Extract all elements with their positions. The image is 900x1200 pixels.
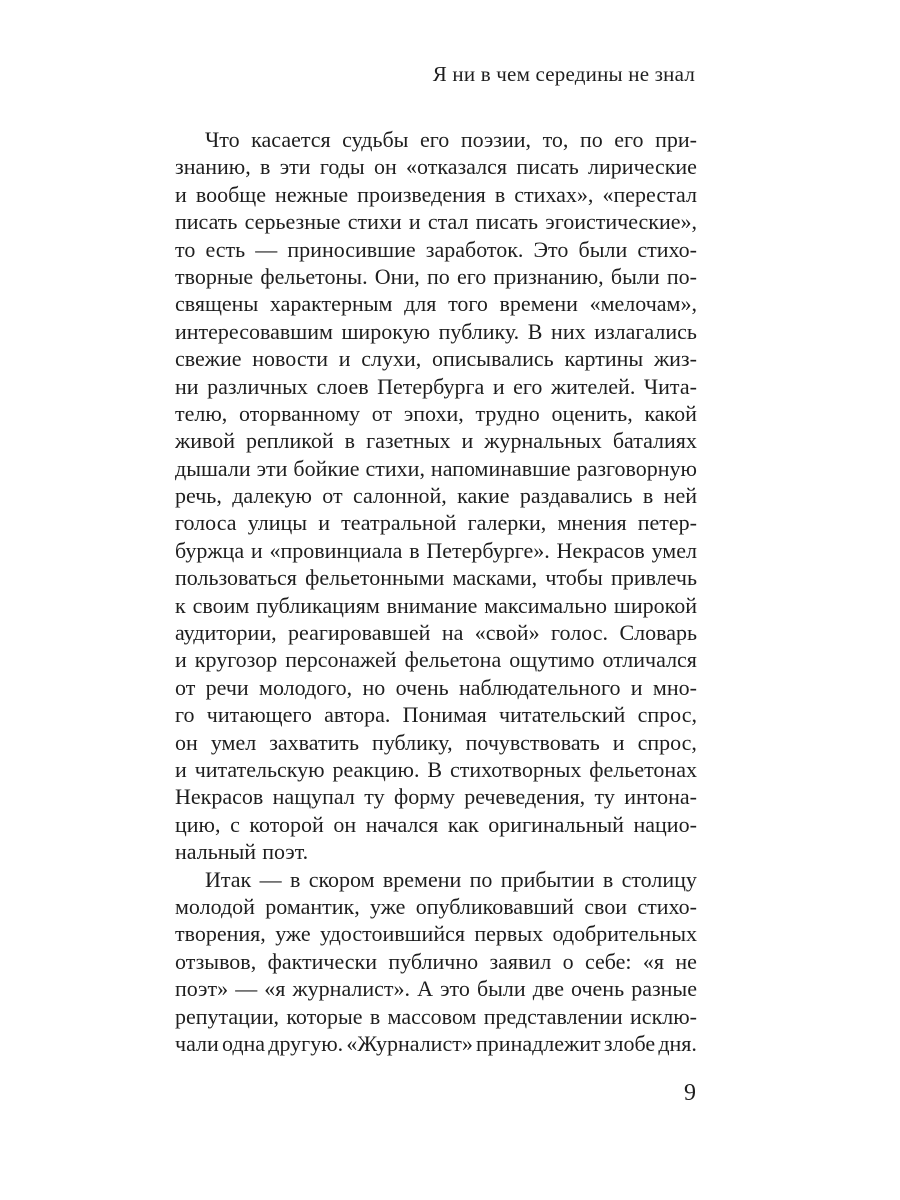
word: публикациям	[256, 592, 380, 618]
word: новости	[252, 346, 328, 372]
word: фактически	[267, 948, 377, 974]
text-line	[175, 646, 697, 673]
text-line	[175, 564, 697, 591]
word: отличался	[602, 647, 697, 673]
word: них	[551, 318, 586, 344]
word: молодого,	[259, 674, 353, 700]
word: к	[175, 592, 186, 618]
word: оценить,	[551, 400, 633, 426]
word: знанию,	[175, 154, 251, 180]
word: злобе	[603, 1030, 656, 1056]
word: Понимая	[402, 702, 487, 728]
word: различных	[207, 373, 308, 399]
word: эгоистические»,	[545, 209, 697, 235]
word: не	[675, 948, 697, 974]
word: галерки,	[467, 510, 547, 536]
word: Это	[533, 236, 569, 262]
word: с	[230, 811, 240, 837]
word: стихотворных	[449, 756, 582, 782]
word: «я	[264, 976, 286, 1002]
word: поэзии,	[460, 127, 532, 152]
word: оригинальный	[488, 811, 624, 837]
word: автора.	[324, 702, 391, 728]
word: стихах»,	[514, 181, 594, 207]
word: по	[579, 127, 603, 152]
word: масками,	[452, 565, 538, 591]
word: на	[441, 620, 464, 646]
word: —	[255, 236, 278, 262]
word: Петербурге».	[426, 537, 550, 563]
word: в	[409, 537, 420, 563]
word: как	[447, 811, 479, 837]
word: Некрасов	[175, 784, 264, 810]
word: творные	[175, 263, 254, 289]
word: какой	[644, 400, 697, 426]
word: дня.	[658, 1030, 697, 1056]
word: были	[476, 976, 526, 1002]
word: Чита-	[643, 373, 697, 399]
text-line	[175, 811, 697, 838]
word: признанию,	[493, 263, 604, 289]
word: характерным	[269, 291, 393, 317]
word: он	[373, 154, 397, 180]
word: широкую	[341, 318, 431, 344]
word: фельетонными	[305, 565, 445, 591]
text-line	[175, 729, 697, 756]
word: заявил	[489, 948, 552, 974]
word: очень	[395, 674, 449, 700]
word: столицу	[621, 866, 697, 892]
word: то	[175, 236, 196, 262]
word: мно-	[652, 674, 697, 700]
body-text	[175, 126, 697, 1057]
word: поэт»	[175, 976, 229, 1002]
word: и	[492, 373, 505, 399]
text-line	[175, 263, 697, 290]
text-line	[175, 592, 697, 619]
word: и	[461, 428, 474, 454]
word: «Журналист»	[346, 1030, 473, 1056]
word: годы	[319, 154, 365, 180]
word: максимально	[484, 592, 608, 618]
word: это	[440, 976, 470, 1002]
word: какие	[457, 483, 510, 509]
word: баталиях	[612, 428, 697, 454]
word: репутации,	[175, 1003, 280, 1029]
word: репликой	[246, 428, 334, 454]
word: его	[513, 373, 543, 399]
word: речь,	[175, 483, 222, 509]
word: разные	[631, 976, 697, 1002]
word: улицы	[247, 510, 308, 536]
word: «провинциала	[269, 537, 403, 563]
word: —	[259, 866, 282, 892]
word: оторванному	[239, 400, 360, 426]
text-line	[175, 345, 697, 372]
word: «отказался	[406, 154, 508, 180]
word: А	[417, 976, 433, 1002]
word: стал	[427, 209, 469, 235]
word: раздавались	[519, 483, 633, 509]
word: в	[344, 428, 356, 454]
word: «мелочам»,	[589, 291, 697, 317]
word: уже	[275, 921, 311, 947]
word: отзывов,	[175, 948, 257, 974]
word: го	[175, 702, 195, 728]
word: то,	[542, 127, 569, 152]
word: опубликовавший	[415, 893, 574, 919]
word: для	[404, 291, 437, 317]
word: буржца	[175, 537, 245, 563]
word: представлении	[483, 1003, 623, 1029]
word: реакцию.	[332, 756, 420, 782]
word: которой	[249, 811, 324, 837]
text-line	[175, 893, 697, 920]
text-line	[175, 482, 697, 509]
word: священы	[175, 291, 259, 317]
word: аудитории,	[175, 620, 277, 646]
word: ней	[663, 483, 697, 509]
word: голоса	[175, 510, 237, 536]
text-line	[175, 318, 697, 345]
word: одобрительных	[552, 921, 697, 947]
text-line	[175, 619, 697, 646]
word: слоев	[316, 373, 369, 399]
word: эпохи,	[403, 400, 464, 426]
word: от	[175, 674, 196, 700]
word: времени	[499, 291, 578, 317]
word: —	[235, 976, 258, 1002]
word: прибытии	[500, 866, 595, 892]
word: стихи,	[365, 455, 425, 481]
word: очень	[571, 976, 625, 1002]
word: вообще	[195, 181, 266, 207]
word: почувствовать	[465, 729, 600, 755]
text-line	[175, 208, 697, 235]
word: захватить	[269, 729, 360, 755]
word: своим	[192, 592, 250, 618]
word: дышали	[175, 455, 251, 481]
word: бойкие	[293, 455, 360, 481]
word: фельетона	[404, 647, 502, 673]
word: наблюдательного	[458, 674, 621, 700]
word: и	[175, 181, 187, 207]
word: речи	[205, 674, 249, 700]
word: скором	[308, 866, 375, 892]
word: картины	[564, 346, 644, 372]
word: которые	[286, 1003, 363, 1029]
word: по	[426, 263, 450, 289]
word: нацио-	[633, 811, 697, 837]
word: публику,	[372, 729, 453, 755]
word: серьезные	[244, 209, 341, 235]
text-line	[175, 1030, 697, 1057]
text-line	[175, 674, 697, 701]
word: голос.	[551, 620, 608, 646]
word: его	[456, 263, 487, 289]
word: далекую	[232, 483, 312, 509]
word: и	[175, 647, 187, 673]
word: широкой	[613, 592, 697, 618]
text-line	[175, 400, 697, 427]
word: стихо-	[637, 893, 697, 919]
word: «свой»	[474, 620, 540, 646]
word: «я	[642, 948, 665, 974]
word: интересовавшим	[175, 318, 333, 344]
text-line	[175, 975, 697, 1002]
word: молодой	[175, 893, 255, 919]
word: и	[612, 729, 625, 755]
word: умел	[210, 729, 257, 755]
word: Что	[205, 127, 240, 152]
word: писать	[475, 209, 539, 235]
word: массовом	[387, 1003, 477, 1029]
word: себе:	[584, 948, 632, 974]
text-line	[175, 427, 697, 454]
word: писать	[516, 154, 579, 180]
word: Итак	[205, 866, 252, 892]
word: умел	[651, 537, 697, 563]
word: творения,	[175, 921, 266, 947]
word: публику.	[438, 318, 520, 344]
text-line	[175, 920, 697, 947]
word: журнальных	[484, 428, 602, 454]
word: при-	[655, 127, 697, 152]
word: Петербурга	[377, 373, 485, 399]
word: нежные	[275, 181, 349, 207]
word: чали	[175, 1030, 219, 1056]
word: стихо-	[637, 236, 697, 262]
word: читательский	[499, 702, 626, 728]
word: пользоваться	[175, 565, 297, 591]
word: другую.	[268, 1030, 344, 1056]
word: первых	[474, 921, 544, 947]
word: Словарь	[619, 620, 697, 646]
word: реагировавшей	[288, 620, 431, 646]
word: в	[289, 866, 301, 892]
word: и	[338, 346, 351, 372]
word: привлечь	[611, 565, 697, 591]
word: ту	[594, 784, 615, 810]
text-line	[175, 373, 697, 400]
word: удостоившийся	[320, 921, 465, 947]
word: эти	[279, 154, 311, 180]
word: театральной	[341, 510, 457, 536]
word: петер-	[637, 510, 697, 536]
text-line	[175, 236, 697, 263]
word: Некрасов	[556, 537, 645, 563]
word: были	[610, 263, 660, 289]
word: ни	[175, 373, 199, 399]
word: лирические	[588, 154, 697, 180]
word: произведения	[357, 181, 486, 207]
word: кругозор	[194, 647, 278, 673]
word: касается	[251, 127, 331, 152]
word: напоминавшие	[430, 455, 571, 481]
word: речеведения,	[464, 784, 586, 810]
word: ту	[364, 784, 385, 810]
word: читательскую	[194, 756, 325, 782]
text-line	[175, 948, 697, 975]
word: мнения	[557, 510, 627, 536]
word: две	[532, 976, 564, 1002]
word: исклю-	[630, 1003, 697, 1029]
word: нащупал	[272, 784, 355, 810]
word: ощутимо	[509, 647, 595, 673]
word: его	[614, 127, 644, 152]
word: трудно	[475, 400, 540, 426]
word: и	[630, 674, 643, 700]
word: по-	[666, 263, 697, 289]
word: интона-	[624, 784, 697, 810]
word: но	[362, 674, 386, 700]
word: и	[250, 537, 263, 563]
word: от	[371, 400, 393, 426]
word: приносившие	[287, 236, 416, 262]
word: он	[175, 729, 198, 755]
word: в	[642, 483, 654, 509]
word: читающего	[206, 702, 312, 728]
word: он	[333, 811, 357, 837]
word: чтобы	[545, 565, 603, 591]
word: газетных	[366, 428, 451, 454]
text-line	[175, 1003, 697, 1030]
word: заработок.	[425, 236, 524, 262]
word: «перестал	[602, 181, 697, 207]
word: стихи	[347, 209, 402, 235]
text-line	[175, 866, 697, 893]
word: Они,	[374, 263, 420, 289]
word: в	[260, 154, 271, 180]
word: принадлежит	[476, 1030, 601, 1056]
word: того	[448, 291, 488, 317]
word: о	[562, 948, 574, 974]
word: в	[369, 1003, 381, 1029]
word: спрос,	[637, 729, 697, 755]
word: разговорную	[576, 455, 697, 481]
word: свои	[584, 893, 628, 919]
word: жиз-	[653, 346, 697, 372]
text-line	[175, 701, 697, 728]
word: жителей.	[550, 373, 636, 399]
word: спрос,	[637, 702, 697, 728]
word: поэт.	[262, 839, 309, 865]
word: в	[602, 866, 614, 892]
word: форму	[393, 784, 455, 810]
word: салонной,	[353, 483, 447, 509]
word: В	[527, 318, 543, 344]
word: слухи,	[361, 346, 422, 372]
word: одна	[221, 1030, 266, 1056]
word: описывались	[432, 346, 554, 372]
word: публично	[388, 948, 479, 974]
word: живой	[175, 428, 235, 454]
word: излагались	[594, 318, 697, 344]
page-number: 9	[684, 1080, 696, 1106]
text-line	[175, 290, 697, 317]
word: его	[420, 127, 450, 152]
word: и	[318, 510, 330, 536]
text-line	[175, 756, 697, 783]
running-head: Я ни в чем середины не знал	[432, 62, 695, 86]
word: фельетоны.	[260, 263, 368, 289]
word: начался	[365, 811, 439, 837]
word: уже	[370, 893, 406, 919]
word: внимание	[386, 592, 478, 618]
text-line	[175, 509, 697, 536]
word: персонажей	[285, 647, 397, 673]
text-line	[175, 838, 697, 865]
text-line	[175, 181, 697, 208]
text-line	[175, 783, 697, 810]
text-line	[175, 537, 697, 564]
word: цию,	[175, 811, 221, 837]
word: времени	[382, 866, 462, 892]
word: свежие	[175, 346, 242, 372]
word: по	[469, 866, 493, 892]
text-line	[175, 455, 697, 482]
text-line	[175, 126, 697, 153]
text-line	[175, 153, 697, 180]
word: эти	[256, 455, 288, 481]
word: судьбы	[342, 127, 409, 152]
word: есть	[205, 236, 246, 262]
word: от	[322, 483, 343, 509]
word: и	[408, 209, 421, 235]
word: фельетонах	[589, 756, 697, 782]
word: в	[494, 181, 506, 207]
word: В	[427, 756, 443, 782]
word: и	[175, 756, 187, 782]
word: романтик,	[265, 893, 360, 919]
word: были	[578, 236, 628, 262]
word: нальный	[175, 839, 257, 865]
word: телю,	[175, 400, 228, 426]
word: журналист».	[292, 976, 411, 1002]
word: писать	[175, 209, 238, 235]
